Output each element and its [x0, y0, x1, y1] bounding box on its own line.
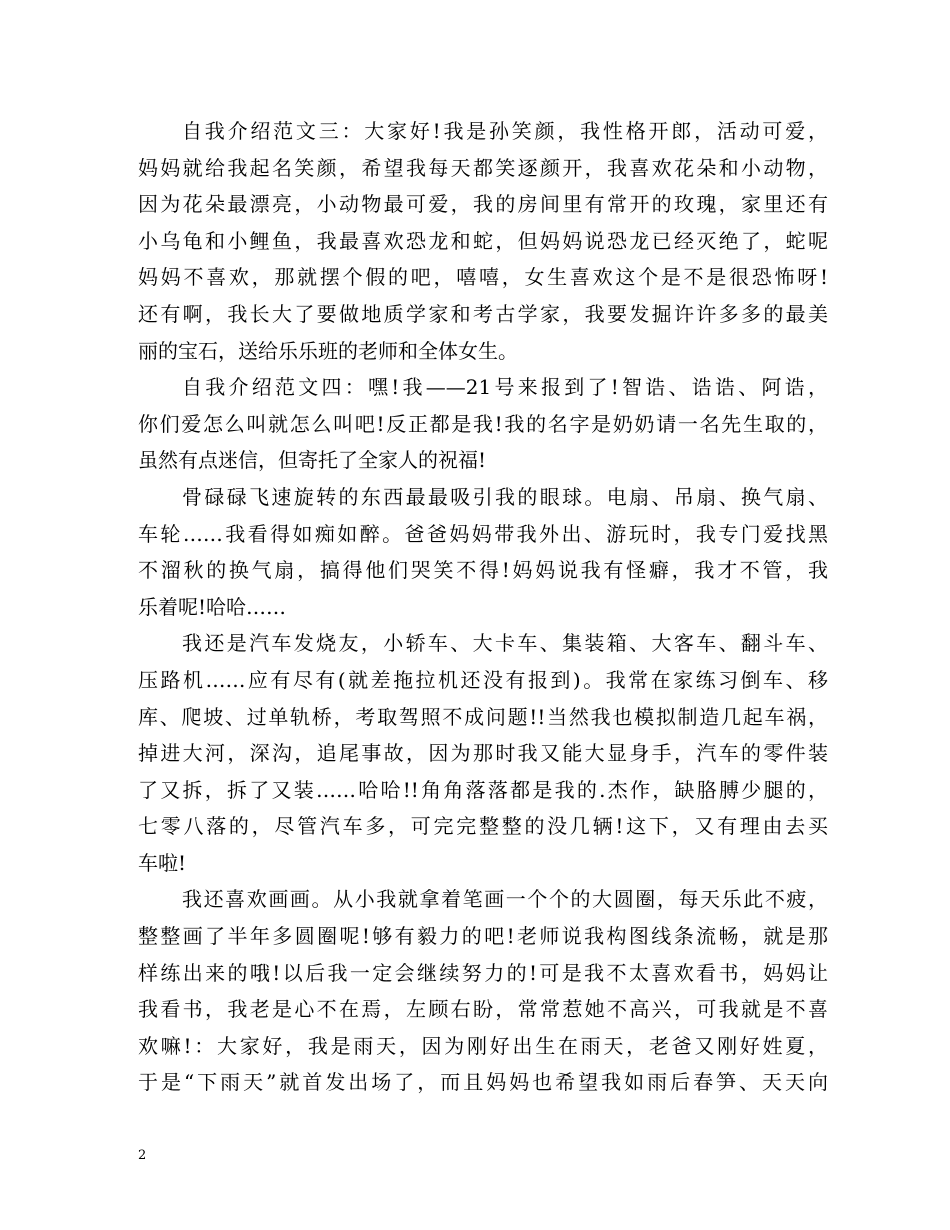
text-line: 因为花朵最漂亮，小动物最可爱，我的房间里有常开的玫瑰，家里还有	[138, 192, 828, 217]
page-number: 2	[138, 1148, 147, 1163]
text-line: 于是“下雨天”就首发出场了，而且妈妈也希望我如雨后春笋、天天向	[138, 1070, 828, 1095]
text-line: 乐着呢!哈哈……	[138, 594, 287, 619]
text-line: 车轮……我看得如痴如醉。爸爸妈妈带我外出、游玩时，我专门爱找黑	[138, 521, 828, 546]
text-line: 掉进大河，深沟，追尾事故，因为那时我又能大显身手，汽车的零件装	[138, 741, 828, 766]
text-line: 虽然有点迷信，但寄托了全家人的祝福!	[138, 448, 487, 473]
text-line: 骨碌碌飞速旋转的东西最最吸引我的眼球。电扇、吊扇、换气扇、	[182, 484, 828, 509]
text-line: 我还是汽车发烧友，小轿车、大卡车、集装箱、大客车、翻斗车、	[182, 631, 828, 656]
text-line: 我看书，我老是心不在焉，左顾右盼，常常惹她不高兴，可我就是不喜	[138, 997, 828, 1022]
text-line: 小乌龟和小鲤鱼，我最喜欢恐龙和蛇，但妈妈说恐龙已经灭绝了，蛇呢	[138, 228, 828, 253]
text-line: 我还喜欢画画。从小我就拿着笔画一个个的大圆圈，每天乐此不疲，	[182, 887, 828, 912]
text-line: 不溜秋的换气扇，搞得他们哭笑不得!妈妈说我有怪癖，我才不管，我	[138, 558, 828, 583]
text-line: 妈妈不喜欢，那就摆个假的吧，嘻嘻，女生喜欢这个是不是很恐怖呀!	[138, 265, 828, 290]
text-line: 样练出来的哦!以后我一定会继续努力的!可是我不太喜欢看书，妈妈让	[138, 960, 828, 985]
text-line: 妈妈就给我起名笑颜，希望我每天都笑逐颜开，我喜欢花朵和小动物，	[138, 155, 828, 180]
text-line: 库、爬坡、过单轨桥，考取驾照不成问题!!当然我也模拟制造几起车祸，	[138, 704, 828, 729]
text-line: 你们爱怎么叫就怎么叫吧!反正都是我!我的名字是奶奶请一名先生取的，	[138, 411, 828, 436]
text-line: 丽的宝石，送给乐乐班的老师和全体女生。	[138, 338, 518, 363]
text-line: 车啦!	[138, 850, 187, 875]
text-line: 还有啊，我长大了要做地质学家和考古学家，我要发掘许许多多的最美	[138, 301, 828, 326]
text-line: 七零八落的，尽管汽车多，可完完整整的没几辆!这下，又有理由去买	[138, 814, 828, 839]
text-line: 压路机……应有尽有(就差拖拉机还没有报到)。我常在家练习倒车、移	[138, 667, 828, 692]
text-line: 整整画了半年多圆圈呢!够有毅力的吧!老师说我构图线条流畅，就是那	[138, 924, 828, 949]
body-text	[138, 113, 828, 1101]
text-line: 自我介绍范文四：嘿!我——21号来报到了!智诰、诰诰、阿诰，	[182, 375, 828, 400]
text-line: 了又拆，拆了又装……哈哈!!角角落落都是我的.杰作，缺胳膊少腿的，	[138, 777, 828, 802]
text-line: 自我介绍范文三：大家好!我是孙笑颜，我性格开郎，活动可爱，	[182, 119, 828, 143]
text-line: 欢嘛!：大家好，我是雨天，因为刚好出生在雨天，老爸又刚好姓夏，	[138, 1033, 828, 1058]
